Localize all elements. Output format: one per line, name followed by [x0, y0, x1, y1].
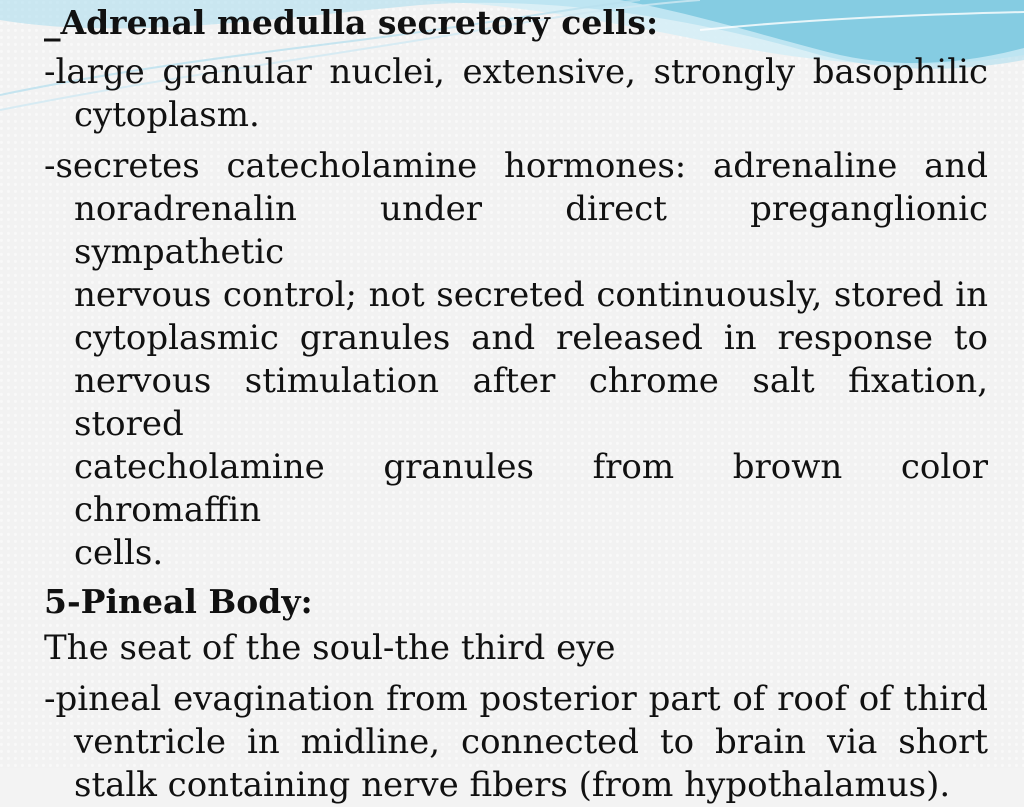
paragraph-adrenal-nuclei	[44, 51, 988, 137]
text-line: stalk containing nerve fibers (from hypothalamus).	[74, 765, 951, 805]
pineal-subtitle: The seat of the soul-the third eye	[44, 628, 616, 668]
text-line: cytoplasmic granules and released in response to	[74, 318, 988, 358]
paragraph-pineal	[44, 678, 988, 807]
text-line: noradrenalin under direct preganglionic sympathetic	[74, 189, 988, 272]
text-line: cells.	[74, 533, 164, 573]
text-line: -large granular nuclei, extensive, strongly basophilic	[44, 52, 988, 92]
text-line: -pineal evagination from posterior part of roof of third	[44, 679, 988, 719]
text-line: ventricle in midline, connected to brain via short	[74, 722, 988, 762]
pineal-heading: 5-Pineal Body:	[44, 582, 313, 621]
text-line: nervous stimulation after chrome salt fixation, stored	[74, 361, 988, 444]
text-line: catecholamine granules from brown color chromaffin	[74, 447, 988, 530]
slide-body	[44, 0, 988, 807]
paragraph-catecholamine	[44, 145, 988, 575]
text-line: -secretes catecholamine hormones: adrenaline and	[44, 146, 988, 186]
adrenal-heading: _Adrenal medulla secretory cells:	[44, 3, 659, 42]
text-line: cytoplasm.	[74, 95, 260, 135]
text-line: nervous control; not secreted continuously, stored in	[74, 275, 988, 315]
